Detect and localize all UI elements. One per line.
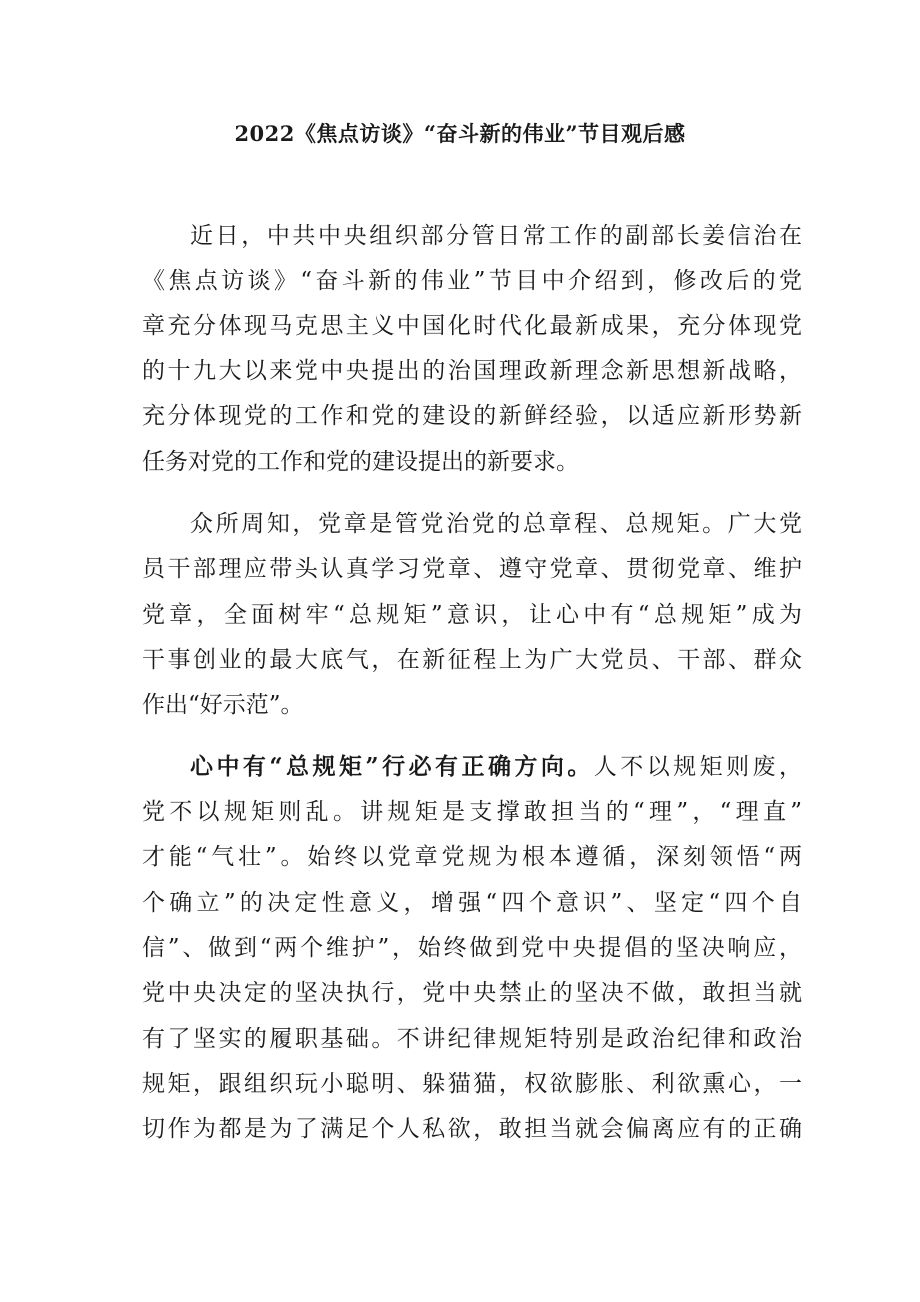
- paragraph-2-line-1: 众所周知，党章是管党治党的总章程、总规矩。广大党: [190, 511, 802, 537]
- paragraph-3-line-6: 党中央决定的坚决执行，党中央禁止的坚决不做，敢担当就: [142, 980, 802, 1006]
- paragraph-3-line-2: 党不以规矩则乱。讲规矩是支撑敢担当的“理”，“理直”: [142, 799, 802, 825]
- paragraph-3-line-7: 有了坚实的履职基础。不讲纪律规矩特别是政治纪律和政治: [142, 1026, 802, 1052]
- paragraph-3-line-4: 个确立”的决定性意义，增强“四个意识”、坚定“四个自: [142, 890, 802, 916]
- document-title: 2022《焦点访谈》“奋斗新的伟业”节目观后感: [234, 121, 686, 146]
- paragraph-1-line-6: 任务对党的工作和党的建设提出的新要求。: [142, 449, 579, 475]
- paragraph-2-line-4: 干事创业的最大底气，在新征程上为广大党员、干部、群众: [142, 647, 802, 673]
- paragraph-2-line-2: 员干部理应带头认真学习党章、遵守党章、贯彻党章、维护: [142, 556, 802, 582]
- paragraph-3-line-9: 切作为都是为了满足个人私欲，敢担当就会偏离应有的正确: [142, 1116, 802, 1142]
- paragraph-3-line-5: 信”、做到“两个维护”，始终做到党中央提倡的坚决响应，: [142, 935, 802, 961]
- paragraph-1-line-1: 近日，中共中央组织部分管日常工作的副部长姜信治在: [190, 223, 802, 249]
- paragraph-3-line-8: 规矩，跟组织玩小聪明、躲猫猫，权欲膨胀、利欲熏心，一: [142, 1071, 802, 1097]
- paragraph-1-line-5: 充分体现党的工作和党的建设的新鲜经验，以适应新形势新: [142, 403, 802, 429]
- paragraph-3-line-3: 才能“气壮”。始终以党章党规为根本遵循，深刻领悟“两: [142, 844, 802, 870]
- paragraph-3-first-line-rest: 人不以规矩则废，: [593, 754, 803, 780]
- paragraph-3-lead-heading: 心中有“总规矩”行必有正确方向。: [190, 753, 594, 780]
- paragraph-1-line-3: 章充分体现马克思主义中国化时代化最新成果，充分体现党: [142, 313, 802, 339]
- paragraph-2-line-5: 作出“好示范”。: [142, 692, 304, 718]
- paragraph-1-line-4: 的十九大以来党中央提出的治国理政新理念新思想新战略，: [142, 358, 802, 384]
- paragraph-1-line-2: 《焦点访谈》“奋斗新的伟业”节目中介绍到，修改后的党: [142, 268, 802, 294]
- paragraph-3-line-1: [190, 748, 802, 786]
- paragraph-2-line-3: 党章，全面树牢“总规矩”意识，让心中有“总规矩”成为: [142, 602, 802, 628]
